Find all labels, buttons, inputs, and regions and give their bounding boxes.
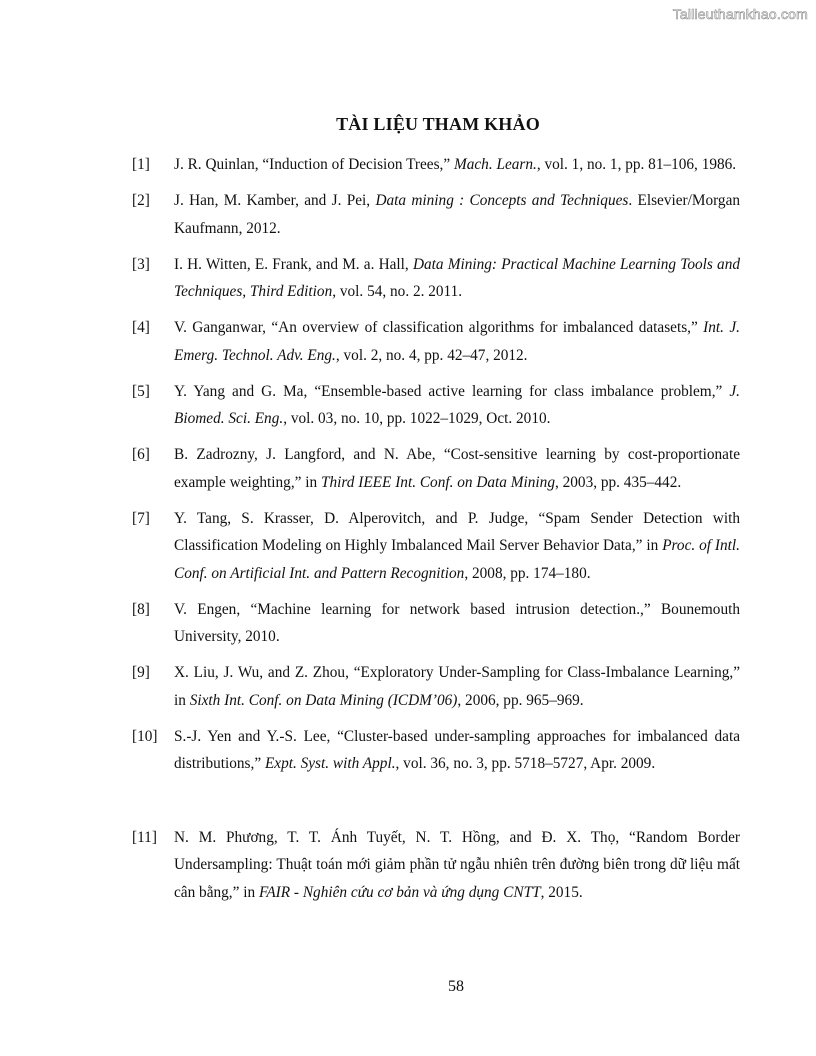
reference-item [132,187,740,242]
reference-item [132,596,740,651]
reference-text-segment: X. Liu, J. Wu, and Z. Zhou, “Exploratory Under-Sampling for Class-Imbalance Learning,” in [174,664,740,709]
reference-source-title: J. Biomed. Sci. Eng. [174,382,740,427]
page-title: TÀI LIỆU THAM KHẢO [336,114,540,134]
watermark: Tailieuthamkhao.com [672,6,808,22]
reference-text-segment: , 2006, pp. 965–969. [457,691,584,709]
reference-item [132,505,740,588]
reference-source-title: Data Mining: Practical Machine Learning Tools and Techniques, Third Edition [174,255,740,300]
reference-text-segment: B. Zadrozny, J. Langford, and N. Abe, “Cost-sensitive learning by cost-proportionate example weighting,” in [174,446,740,491]
reference-text-segment: Y. Tang, S. Krasser, D. Alperovitch, and P. Judge, “Spam Sender Detection with Classification Modeling on Highly Imbalanced Mail Server Behavior Data,” in [174,509,740,554]
reference-source-title: Expt. Syst. with Appl. [264,755,396,772]
reference-text [174,824,740,907]
reference-text-segment: , 2008, pp. 174–180. [464,564,591,582]
reference-text-segment: Y. Yang and G. Ma, “Ensemble-based active learning for class imbalance problem,” [174,382,730,400]
reference-text-segment: , vol. 1, no. 1, pp. 81–106, 1986. [536,156,737,173]
reference-item [132,441,740,496]
reference-number: [3] [132,255,150,273]
reference-item [132,378,740,433]
reference-source-title: Data mining : Concepts and Techniques [375,192,629,209]
reference-source-title: Int. J. Emerg. Technol. Adv. Eng. [174,319,740,364]
reference-item [132,251,740,306]
reference-text-segment: . Elsevier/Morgan Kaufmann, 2012. [174,192,741,237]
reference-text [174,723,740,778]
reference-text-segment: , vol. 54, no. 2. 2011. [332,283,463,300]
reference-text-segment: J. Han, M. Kamber, and J. Pei, [174,192,376,209]
reference-item [132,659,740,714]
reference-number: [4] [132,319,150,336]
reference-text [174,659,740,714]
reference-number: [9] [132,664,150,681]
reference-number: [8] [132,600,150,618]
reference-text [174,251,740,306]
reference-text-segment: V. Ganganwar, “An overview of classification algorithms for imbalanced datasets,” [174,319,704,336]
reference-source-title: Sixth Int. Conf. on Data Mining (ICDM’06) [189,691,458,709]
reference-text [174,596,740,651]
reference-source-title: Third IEEE Int. Conf. on Data Mining [320,473,555,491]
reference-item [132,723,740,778]
reference-number: [7] [132,509,150,527]
reference-text-segment: , 2015. [540,883,583,901]
reference-text [174,505,740,588]
reference-source-title: FAIR - Nghiên cứu cơ bản và ứng dụng CNTT [258,883,541,901]
reference-list [132,151,740,915]
reference-number: [5] [132,382,150,400]
reference-text [174,151,740,179]
reference-text-segment: S.-J. Yen and Y.-S. Lee, “Cluster-based under-sampling approaches for imbalanced data distributions,” [174,727,740,772]
reference-item [132,151,740,179]
reference-number: [10] [132,727,158,745]
reference-text [174,314,740,369]
reference-text [174,378,740,433]
reference-item [132,314,740,369]
reference-source-title: Mach. Learn. [453,156,537,173]
reference-text-segment: V. Engen, “Machine learning for network based intrusion detection.,” Bounemouth University, 2010. [174,600,740,645]
reference-number: [6] [132,446,150,463]
reference-text [174,441,740,496]
reference-text-segment: , vol. 03, no. 10, pp. 1022–1029, Oct. 2010. [283,410,551,427]
reference-text-segment: N. M. Phương, T. T. Ánh Tuyết, N. T. Hồng, and Đ. X. Thọ, “Random Border Undersampling: Thuật toán mới giảm phần tử ngẫu nhiên trên đường biên trong dữ liệu mất cân bằng,” in [174,828,740,901]
reference-text-segment: , vol. 2, no. 4, pp. 42–47, 2012. [335,346,528,364]
reference-text-segment: I. H. Witten, E. Frank, and M. a. Hall, [174,255,413,273]
reference-number: [11] [132,828,157,846]
reference-number: [2] [132,192,150,209]
reference-text [174,187,740,242]
reference-text-segment: J. R. Quinlan, “Induction of Decision Trees,” [174,156,454,173]
reference-text-segment: , 2003, pp. 435–442. [554,473,682,491]
reference-source-title: Proc. of Intl. Conf. on Artificial Int. and Pattern Recognition [174,537,740,582]
page-number: 58 [448,978,464,995]
reference-item [132,824,740,907]
reference-number: [1] [132,156,150,173]
reference-text-segment: , vol. 36, no. 3, pp. 5718–5727, Apr. 2009. [395,755,656,772]
